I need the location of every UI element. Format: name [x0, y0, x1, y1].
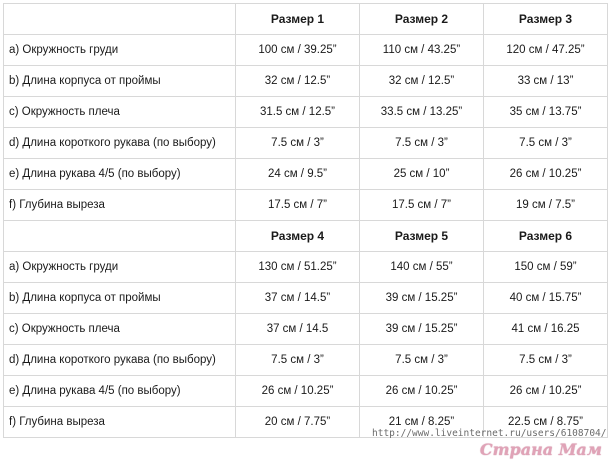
table-row [4, 376, 608, 407]
measurement-label: c) Окружность плеча [4, 314, 236, 345]
size-header: Размер 1 [236, 4, 360, 35]
measurement-value: 150 см / 59” [484, 252, 608, 283]
measurement-label: d) Длина короткого рукава (по выбору) [4, 345, 236, 376]
table-row [4, 283, 608, 314]
measurement-value: 41 см / 16.25 [484, 314, 608, 345]
measurement-label: d) Длина короткого рукава (по выбору) [4, 128, 236, 159]
measurement-label: c) Окружность плеча [4, 97, 236, 128]
header-blank-cell [4, 4, 236, 35]
measurement-value: 25 см / 10” [360, 159, 484, 190]
measurement-value: 32 см / 12.5” [236, 66, 360, 97]
measurement-value: 39 см / 15.25” [360, 283, 484, 314]
measurement-value: 7.5 см / 3” [360, 345, 484, 376]
site-logo: Страна Мам [479, 440, 602, 459]
size-header-row [4, 221, 608, 252]
measurement-label: a) Окружность груди [4, 252, 236, 283]
size-header: Размер 5 [360, 221, 484, 252]
measurement-value: 140 см / 55” [360, 252, 484, 283]
measurement-value: 19 см / 7.5” [484, 190, 608, 221]
measurement-value: 130 см / 51.25” [236, 252, 360, 283]
measurement-value: 17.5 см / 7” [360, 190, 484, 221]
measurement-value: 39 см / 15.25” [360, 314, 484, 345]
measurement-value: 7.5 см / 3” [360, 128, 484, 159]
measurement-label: f) Глубина выреза [4, 407, 236, 438]
measurement-value: 120 см / 47.25” [484, 35, 608, 66]
measurement-value: 37 см / 14.5 [236, 314, 360, 345]
measurement-value: 26 см / 10.25” [484, 376, 608, 407]
measurement-label: b) Длина корпуса от проймы [4, 66, 236, 97]
watermark-url: http://www.liveinternet.ru/users/6108704/ [372, 428, 607, 439]
measurement-value: 110 см / 43.25” [360, 35, 484, 66]
measurement-value: 7.5 см / 3” [236, 128, 360, 159]
table-row [4, 35, 608, 66]
measurement-value: 24 см / 9.5” [236, 159, 360, 190]
measurement-value: 17.5 см / 7” [236, 190, 360, 221]
measurement-value: 22.5 см / 8.75” [484, 407, 608, 438]
table-row [4, 190, 608, 221]
measurement-value: 33.5 см / 13.25” [360, 97, 484, 128]
measurement-value: 37 см / 14.5” [236, 283, 360, 314]
table-row [4, 66, 608, 97]
table-row [4, 159, 608, 190]
measurement-value: 31.5 см / 12.5” [236, 97, 360, 128]
header-blank-cell [4, 221, 236, 252]
table-row [4, 252, 608, 283]
measurement-value: 26 см / 10.25” [236, 376, 360, 407]
measurement-value: 100 см / 39.25” [236, 35, 360, 66]
measurement-value: 7.5 см / 3” [484, 345, 608, 376]
size-header: Размер 4 [236, 221, 360, 252]
measurement-value: 7.5 см / 3” [484, 128, 608, 159]
table-row [4, 97, 608, 128]
measurement-value: 32 см / 12.5” [360, 66, 484, 97]
size-chart-table [3, 3, 608, 438]
size-header: Размер 2 [360, 4, 484, 35]
measurement-label: a) Окружность груди [4, 35, 236, 66]
size-header-row [4, 4, 608, 35]
size-header: Размер 3 [484, 4, 608, 35]
measurement-value: 35 см / 13.75” [484, 97, 608, 128]
measurement-label: e) Длина рукава 4/5 (по выбору) [4, 376, 236, 407]
measurement-value: 7.5 см / 3” [236, 345, 360, 376]
table-row [4, 314, 608, 345]
measurement-value: 40 см / 15.75” [484, 283, 608, 314]
table-row [4, 128, 608, 159]
measurement-label: b) Длина корпуса от проймы [4, 283, 236, 314]
measurement-value: 20 см / 7.75” [236, 407, 360, 438]
measurement-value: 21 см / 8.25” [360, 407, 484, 438]
measurement-value: 33 см / 13” [484, 66, 608, 97]
measurement-value: 26 см / 10.25” [484, 159, 608, 190]
size-header: Размер 6 [484, 221, 608, 252]
measurement-value: 26 см / 10.25” [360, 376, 484, 407]
table-row [4, 345, 608, 376]
measurement-label: e) Длина рукава 4/5 (по выбору) [4, 159, 236, 190]
measurement-label: f) Глубина выреза [4, 190, 236, 221]
